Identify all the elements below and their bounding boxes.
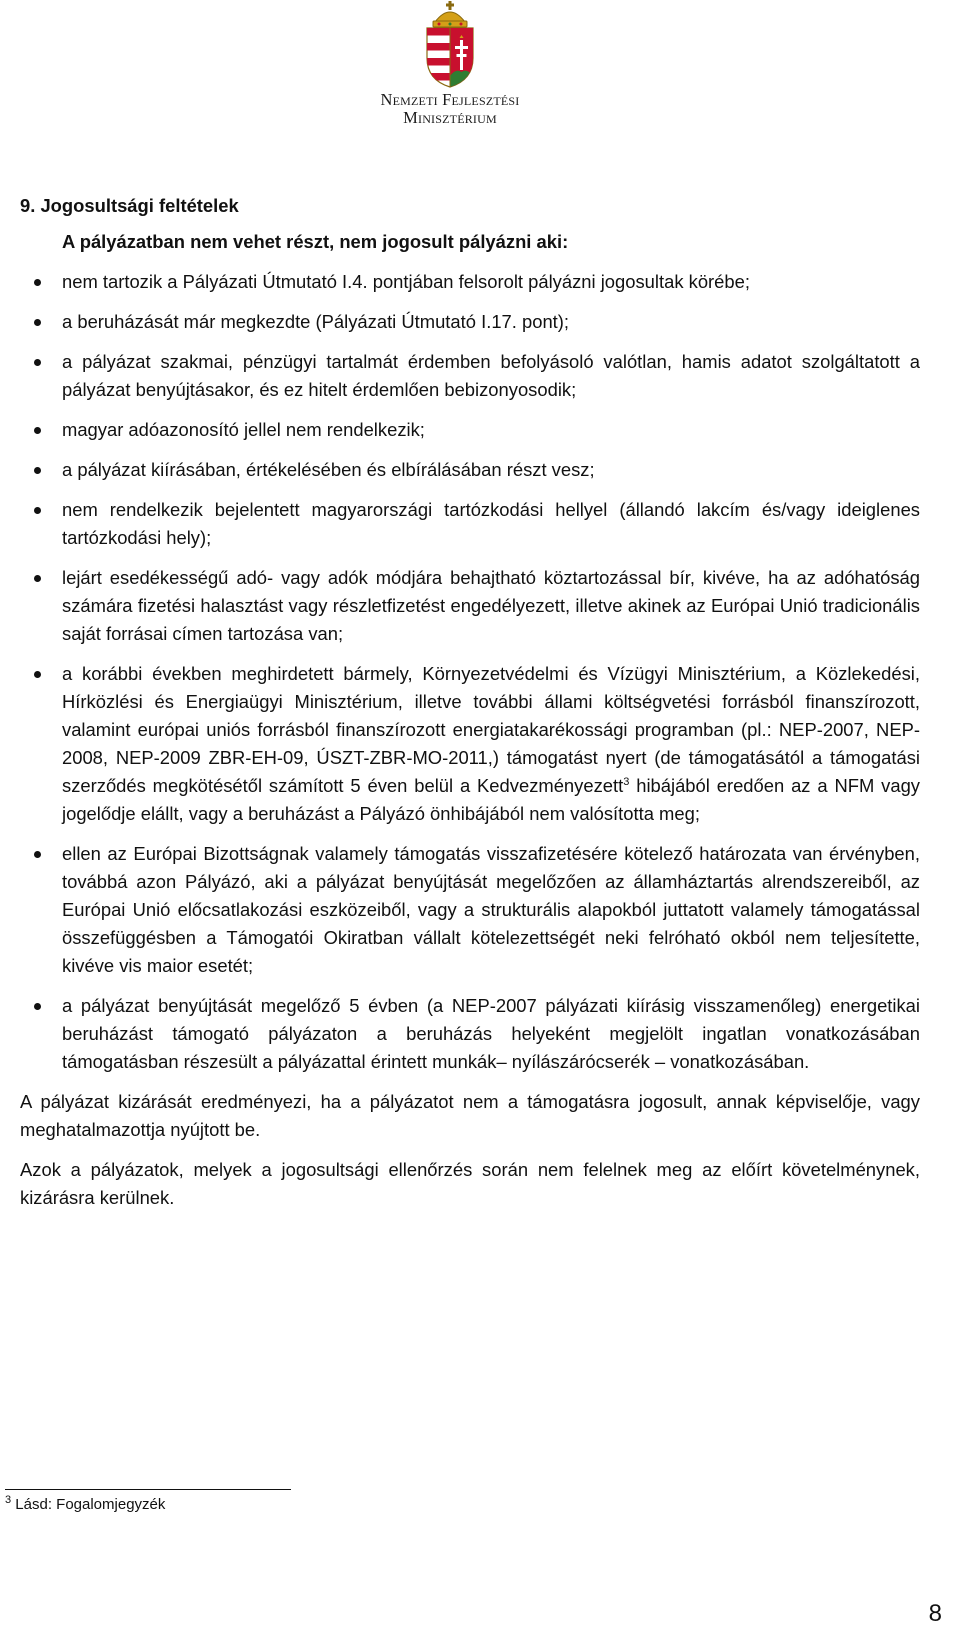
bullet-icon <box>34 427 41 434</box>
ministry-logo <box>350 0 550 140</box>
bullet-icon <box>34 467 41 474</box>
bullet-icon <box>34 319 41 326</box>
footnote-number: 3 <box>5 1494 12 1506</box>
list-item: a pályázat kiírásában, értékelésében és elbírálásában részt vesz; <box>20 456 920 484</box>
logo-text-line1: Nemzeti Fejlesztési <box>380 90 520 109</box>
page-number: 8 <box>928 1600 942 1627</box>
exclusion-paragraph: A pályázat kizárását eredményezi, ha a pályázatot nem a támogatásra jogosult, annak képviselője, vagy meghatalmazottja nyújtott be. <box>20 1091 920 1140</box>
bullet-icon <box>34 279 41 286</box>
list-item: magyar adóazonosító jellel nem rendelkezik; <box>20 416 920 444</box>
footnote <box>5 1495 165 1515</box>
shield-icon <box>427 28 473 88</box>
list-item: ellen az Európai Bizottságnak valamely támogatás visszafizetésére kötelező határozata van érvényben, továbbá azon Pályázó, aki a pályázat benyújtását megelőzően az államháztartás alrendszereiből, az Európai Unió előcsatlakozási eszközeiből, vagy a strukturális alapokból juttatott valamely támogatással összefüggésben a Támogatói Okiratban vállalt kötelezettségét neki felróható okból nem teljesítette, kivéve vis maior esetét; <box>20 840 920 980</box>
rejection-paragraph: Azok a pályázatok, melyek a jogosultsági ellenőrzés során nem felelnek meg az előírt követelménynek, kizárásra kerülnek. <box>20 1159 920 1208</box>
holy-crown-icon <box>433 1 467 27</box>
list-item: lejárt esedékességű adó- vagy adók módjára behajtható köztartozással bír, kivéve, ha az adóhatóság számára fizetési halasztást vagy részletfizetést engedélyezett, illetve akinek az Európai Unió tradicionális saját forrásai címen tartozása van; <box>20 564 920 648</box>
list-item: a pályázat benyújtását megelőző 5 évben (a NEP-2007 pályázati kiírásig visszamenőleg) energetikai beruházást támogató pályázaton a beruházás helyeként megjelölt ingatlan vonatkozásában támogatásban részesült a pályázattal érintett munkák– nyílászárócserék – vonatkozásában. <box>20 992 920 1076</box>
list-item: a korábbi években meghirdetett bármely, Környezetvédelmi és Vízügyi Minisztérium, a Közlekedési, Hírközlési és Energiaügyi Minisztérium, illetve további állami költségvetési forrásból finanszírozott, valamint európai uniós forrásból finanszírozott energiatakarékossági programban (pl.: NEP-2007, NEP-2008, NEP-2009 ZBR-EH-09, ÚSZT-ZBR-MO-2011,) támogatást nyert (de támogatásától a támogatási szerződés megkötésétől számított 5 éven belül a Kedvezményezett$^3$ hibájából eredően az a NFM vagy jogelődje elállt, vagy a beruházást a Pályázó önhibájából nem valósította meg; <box>20 660 920 828</box>
list-item: nem rendelkezik bejelentett magyarországi tartózkodási hellyel (állandó lakcím és/vagy ideiglenes tartózkodási hely); <box>20 496 920 552</box>
eligibility-list <box>20 268 920 1076</box>
list-item: a beruházását már megkezdte (Pályázati Útmutató I.17. pont); <box>20 308 920 336</box>
bullet-icon <box>34 359 41 366</box>
coat-of-arms-icon <box>415 0 485 88</box>
logo-text-line2: Minisztérium <box>403 108 497 127</box>
bullet-icon <box>34 507 41 514</box>
footnote-text: Lásd: Fogalomjegyzék <box>11 1496 166 1513</box>
bullet-icon <box>34 575 41 582</box>
footnote-divider <box>5 1489 291 1490</box>
section-title: 9. Jogosultsági feltételek <box>20 195 239 216</box>
footnote-reference[interactable]: 3 <box>623 775 630 788</box>
section-subtitle: A pályázatban nem vehet részt, nem jogosult pályázni aki: <box>62 231 569 252</box>
list-item: nem tartozik a Pályázati Útmutató I.4. pontjában felsorolt pályázni jogosultak körébe; <box>20 268 920 296</box>
bullet-icon <box>34 1003 41 1010</box>
document-body <box>20 192 920 1224</box>
bullet-icon <box>34 671 41 678</box>
list-item: a pályázat szakmai, pénzügyi tartalmát érdemben befolyásoló valótlan, hamis adatot szolgáltatott a pályázat benyújtásakor, és ez hitelt érdemlően bebizonyosodik; <box>20 348 920 404</box>
bullet-icon <box>34 851 41 858</box>
